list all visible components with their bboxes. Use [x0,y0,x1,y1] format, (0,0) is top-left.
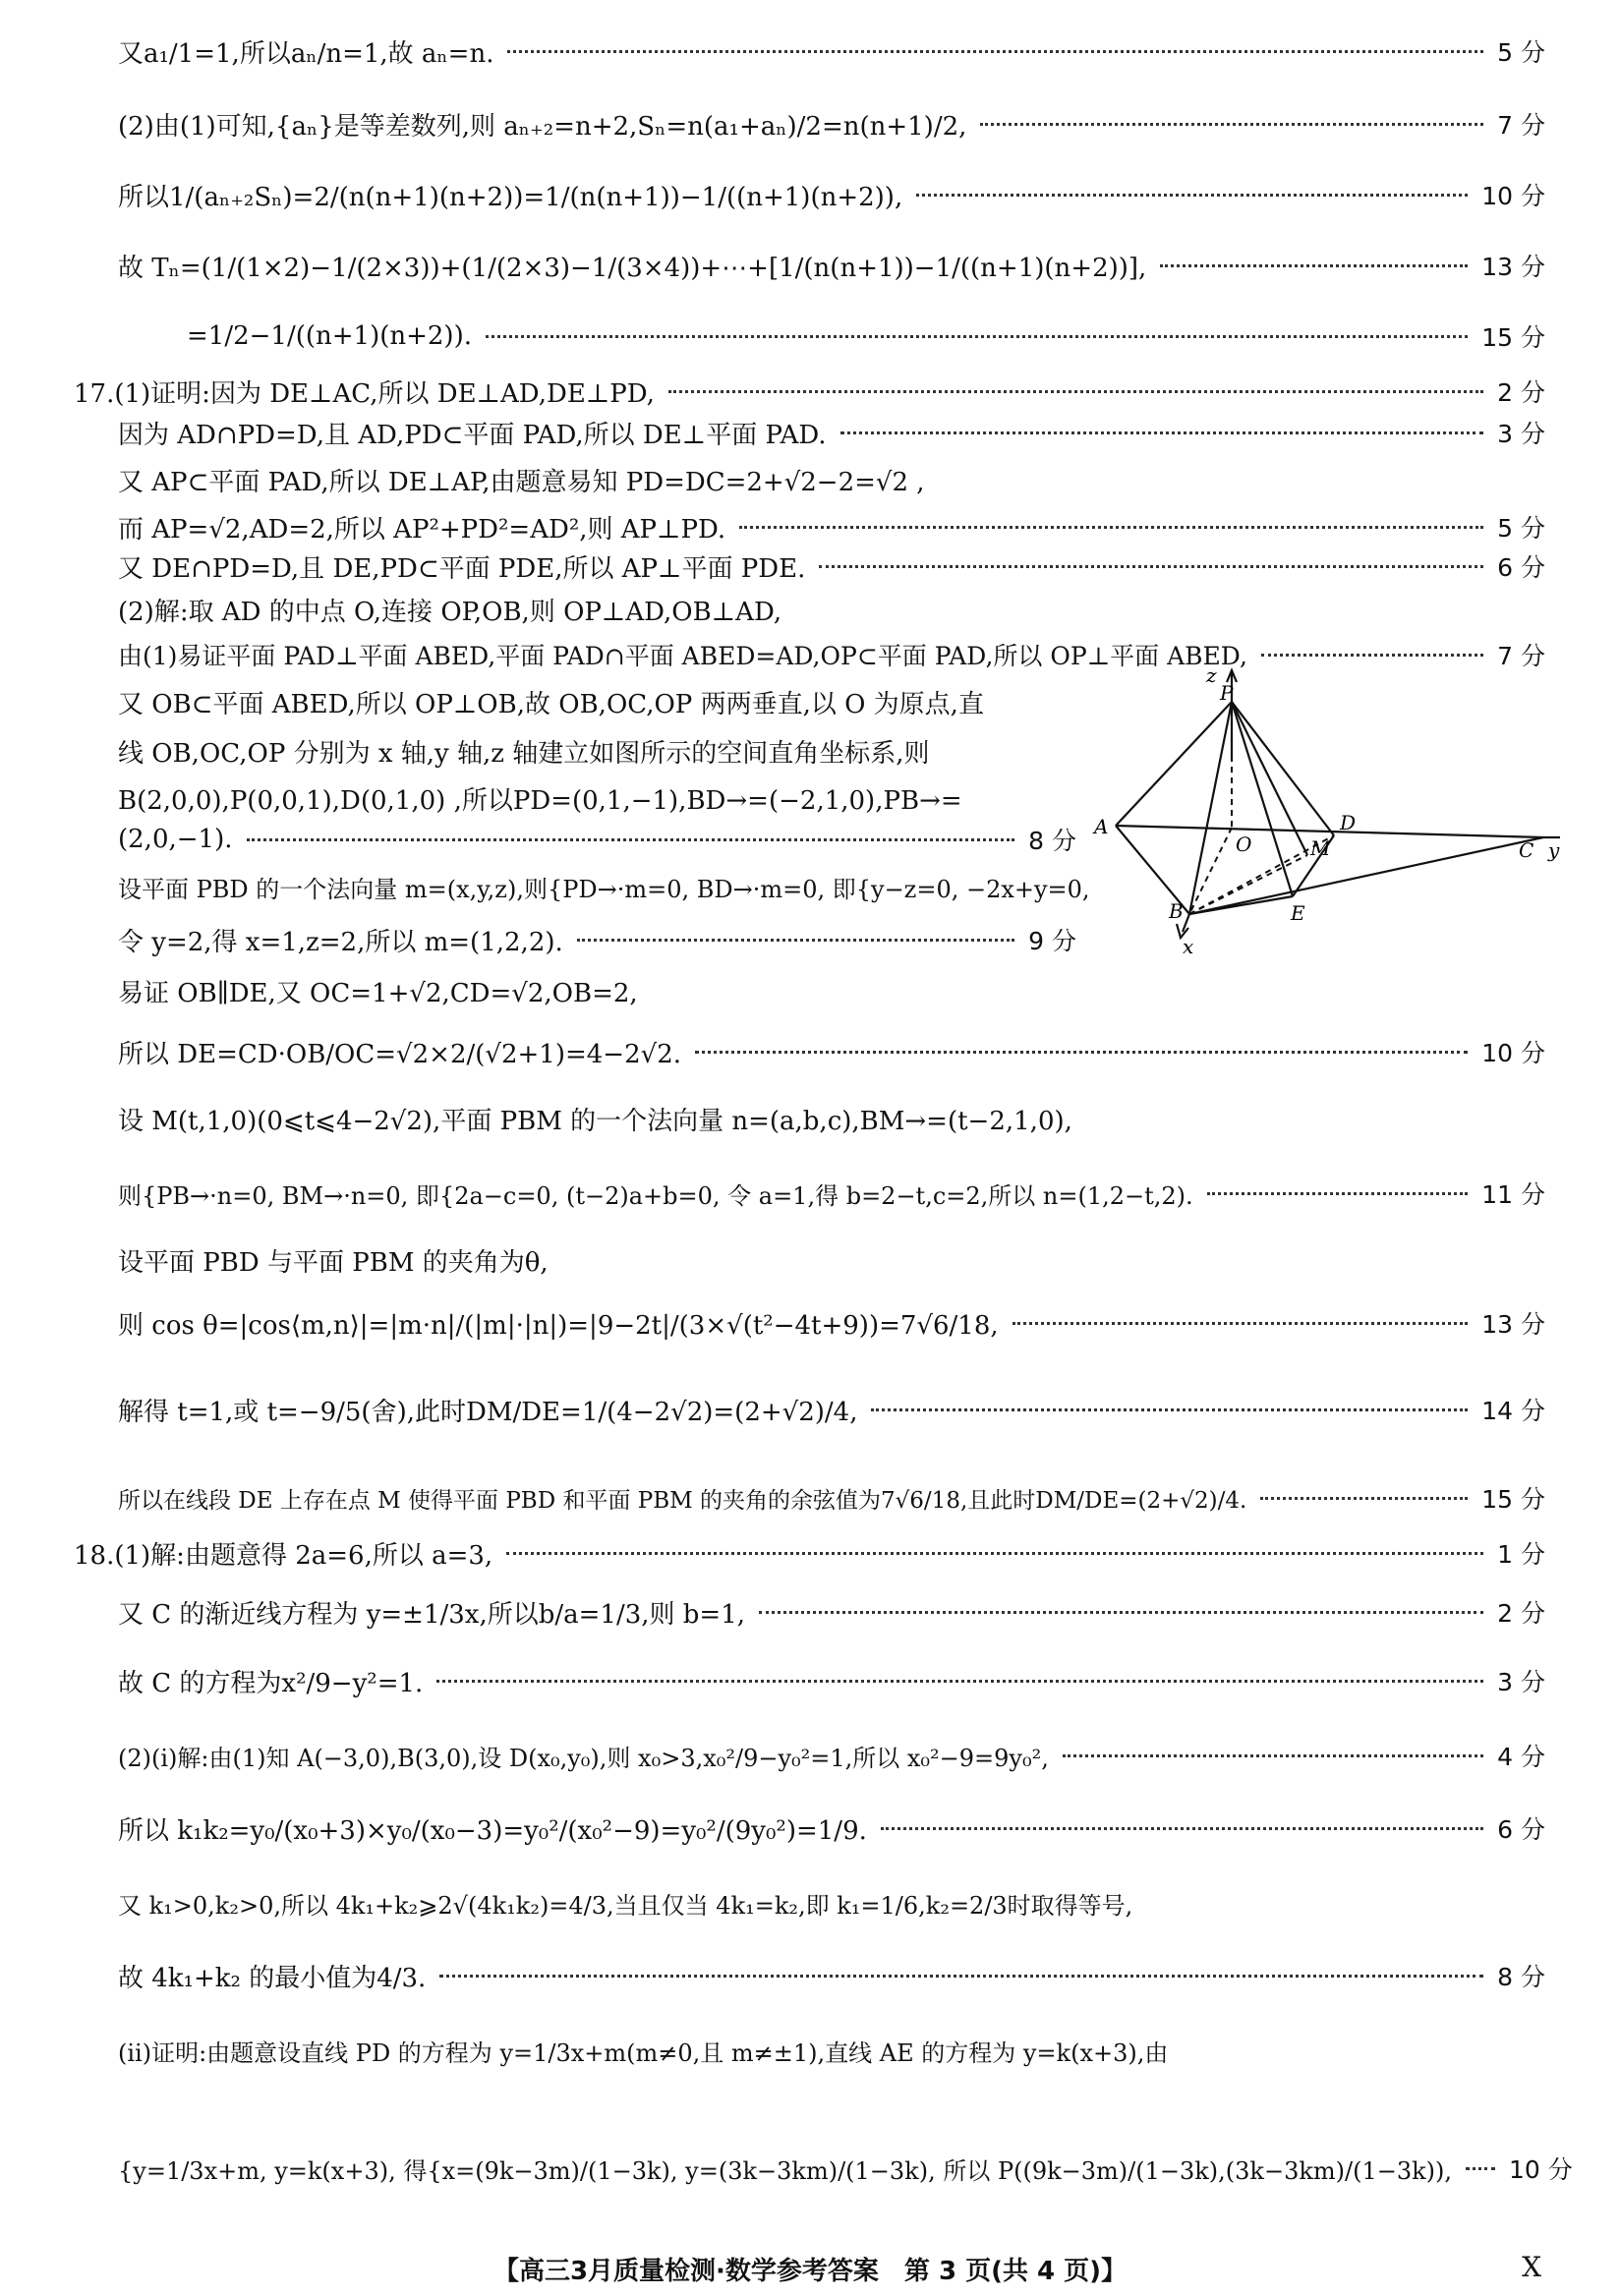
answer-line: (2)(ⅰ)解:由(1)知 A(−3,0),B(3,0),设 D(x₀,y₀),则 x₀>3,x₀²/9−y₀²=1,所以 x₀²−9=9y₀², 4 分 [118,1726,1545,1785]
score-label: 15 分 [1481,323,1545,352]
score-label: 8 分 [1028,827,1076,855]
answer-line: 又a₁/1=1,所以aₙ/n=1,故 aₙ=n. 5 分 [118,22,1545,81]
answer-line: 而 AP=√2,AD=2,所以 AP²+PD²=AD²,则 AP⊥PD. 5 分 [118,497,1545,556]
edge-PD [1232,702,1334,835]
answer-line: 由(1)易证平面 PAD⊥平面 ABED,平面 PAD∩平面 ABED=AD,OP⊂平面 PAD,所以 OP⊥平面 ABED, 7 分 [118,625,1545,684]
answer-line: 18.(1)解:由题意得 2a=6,所以 a=3, 1 分 [74,1523,1545,1582]
leader-dots [840,431,1484,434]
score-label: 13 分 [1481,253,1545,281]
leader-dots [439,1975,1483,1978]
leader-dots [739,526,1483,529]
answer-line: 则 cos θ=|cos⟨m,n⟩|=|m·n|/(|m|·|n|)=|9−2t|/(3×√(t²−4t+9))=7√6/18, 13 分 [118,1293,1545,1352]
answer-line: 所以 DE=CD·OB/OC=√2×2/(√2+1)=4−2√2. 10 分 [118,1022,1545,1081]
leader-dots [1012,1322,1469,1325]
score-label: 11 分 [1481,1180,1545,1209]
answer-line: 又 DE∩PD=D,且 DE,PD⊂平面 PDE,所以 AP⊥平面 PDE. 6 分 [118,537,1545,596]
answer-line: 所以 k₁k₂=y₀/(x₀+3)×y₀/(x₀−3)=y₀²/(x₀²−9)=y₀²/(9y₀²)=1/9. 6 分 [118,1799,1545,1858]
leader-dots [577,939,1014,942]
score-label: 6 分 [1497,553,1545,582]
label-D: D [1340,811,1357,834]
leader-dots [695,1051,1468,1054]
label-B: B [1169,899,1184,923]
answer-line: (2,0,−1). 8 分 [118,810,1076,869]
pyramid-figure [1086,660,1568,955]
score-label: 10 分 [1481,182,1545,210]
answer-line: (ⅱ)证明:由题意设直线 PD 的方程为 y=1/3x+m(m≠0,且 m≠±1),直线 AE 的方程为 y=k(x+3),由 [118,2038,1169,2067]
score-label: 5 分 [1497,514,1545,543]
label-A: A [1094,815,1109,838]
leader-dots [486,335,1468,338]
segment-OB [1189,828,1232,914]
leader-dots [1207,1192,1469,1195]
leader-dots [980,123,1483,126]
leader-dots [1160,264,1468,267]
answer-line: 17.(1)证明:因为 DE⊥AC,所以 DE⊥AD,DE⊥PD, 2 分 [74,362,1545,421]
score-label: 14 分 [1481,1397,1545,1425]
score-label: 4 分 [1497,1743,1545,1771]
answer-line: 设平面 PBD 的一个法向量 m=(x,y,z),则{PD→·m=0, BD→·m=0, 即{y−z=0, −2x+y=0, [118,875,1090,903]
answer-line: 又 k₁>0,k₂>0,所以 4k₁+k₂⩾2√(4k₁k₂)=4/3,当且仅当 4k₁=k₂,即 k₁=1/6,k₂=2/3时取得等号, [118,1891,1133,1920]
score-label: 13 分 [1481,1310,1545,1339]
answer-line: 令 y=2,得 x=1,z=2,所以 m=(1,2,2). 9 分 [118,910,1076,969]
score-label: 15 分 [1481,1485,1545,1514]
answer-line: 又 AP⊂平面 PAD,所以 DE⊥AP,由题意易知 PD=DC=2+√2−2=√2 , [118,467,925,497]
score-label: 10 分 [1509,2155,1573,2184]
edge-PE [1232,702,1293,896]
leader-dots [819,565,1483,568]
label-x: x [1183,935,1194,955]
answer-line: =1/2−1/((n+1)(n+2)). 15 分 [187,307,1545,366]
leader-dots [759,1611,1483,1614]
answer-line: 故 4k₁+k₂ 的最小值为4/3. 8 分 [118,1946,1545,2005]
leader-dots [881,1827,1483,1830]
leader-dots [871,1408,1468,1411]
leader-dots [1261,654,1483,657]
score-label: 6 分 [1497,1815,1545,1844]
score-label: 3 分 [1497,420,1545,448]
answer-line: 因为 AD∩PD=D,且 AD,PD⊂平面 PAD,所以 DE⊥平面 PAD. 3 分 [118,403,1545,462]
answer-line: 易证 OB∥DE,又 OC=1+√2,CD=√2,OB=2, [118,978,638,1008]
answer-line: 线 OB,OC,OP 分别为 x 轴,y 轴,z 轴建立如图所示的空间直角坐标系,则 [118,738,930,769]
leader-dots [1466,2167,1495,2170]
score-label: 7 分 [1497,111,1545,140]
label-z: z [1206,663,1217,687]
answer-line: 解得 t=1,或 t=−9/5(舍),此时DM/DE=1/(4−2√2)=(2+√2)/4, 14 分 [118,1380,1545,1439]
answer-line: 设 M(t,1,0)(0⩽t⩽4−2√2),平面 PBM 的一个法向量 n=(a,b,c),BM→=(t−2,1,0), [118,1106,1072,1136]
answer-line: 故 C 的方程为x²/9−y²=1. 3 分 [118,1651,1545,1710]
page-footer: 【高三3月质量检测·数学参考答案 第 3 页(共 4 页)】 [492,2257,1128,2286]
score-label: 8 分 [1497,1963,1545,1991]
score-label: 10 分 [1481,1039,1545,1067]
leader-dots [247,838,1015,841]
answer-line: B(2,0,0),P(0,0,1),D(0,1,0) ,所以PD=(0,1,−1),BD→=(−2,1,0),PB→= [118,785,962,816]
answer-line: 又 C 的渐近线方程为 y=±1/3x,所以b/a=1/3,则 b=1, 2 分 [118,1582,1545,1641]
label-M: M [1310,836,1331,860]
leader-dots [436,1680,1483,1683]
score-label: 9 分 [1028,927,1076,955]
score-label: 7 分 [1497,642,1545,670]
label-O: O [1236,832,1252,856]
leader-dots [668,390,1483,393]
leader-dots [1260,1497,1468,1500]
answer-line: 故 Tₙ=(1/(1×2)−1/(2×3))+(1/(2×3)−1/(3×4))+⋯+[1/(n(n+1))−1/((n+1)(n+2))], 13 分 [118,236,1545,295]
answer-line: 所以1/(aₙ₊₂Sₙ)=2/(n(n+1)(n+2))=1/(n(n+1))−1/((n+1)(n+2)), 10 分 [118,165,1545,224]
footer-mark: X [1522,2251,1541,2283]
answer-line: 则{PB→·n=0, BM→·n=0, 即{2a−c=0, (t−2)a+b=0, 令 a=1,得 b=2−t,c=2,所以 n=(1,2−t,2). 11 分 [118,1164,1545,1223]
score-label: 2 分 [1497,378,1545,407]
label-E: E [1291,901,1305,925]
answer-line: 所以在线段 DE 上存在点 M 使得平面 PBD 和平面 PBM 的夹角的余弦值为7√6/18,且此时DM/DE=(2+√2)/4. 15 分 [118,1468,1545,1527]
leader-dots [916,194,1468,197]
answer-line: {y=1/3x+m, y=k(x+3), 得{x=(9k−3m)/(1−3k), y=(3k−3km)/(1−3k), 所以 P((9k−3m)/(1−3k),(3k−3km)/(1−3k)), 10 分 [118,2139,1545,2198]
answer-line: (2)由(1)可知,{aₙ}是等差数列,则 aₙ₊₂=n+2,Sₙ=n(a₁+aₙ)/2=n(n+1)/2, 7 分 [118,94,1545,153]
label-C: C [1519,838,1534,862]
score-label: 1 分 [1497,1540,1545,1569]
edge-PA [1116,702,1232,826]
label-y: y [1548,838,1560,862]
leader-dots [507,50,1483,53]
score-label: 3 分 [1497,1668,1545,1696]
answer-line: (2)解:取 AD 的中点 O,连接 OP,OB,则 OP⊥AD,OB⊥AD, [118,597,782,627]
answer-line: 又 OB⊂平面 ABED,所以 OP⊥OB,故 OB,OC,OP 两两垂直,以 O 为原点,直 [118,689,984,719]
score-label: 5 分 [1497,38,1545,67]
leader-dots [1063,1754,1483,1757]
answer-line: 设平面 PBD 与平面 PBM 的夹角为θ, [118,1247,549,1278]
score-label: 2 分 [1497,1599,1545,1628]
edge-PB [1189,702,1232,914]
label-P: P [1220,681,1234,705]
pyramid-diagram [1086,660,1568,955]
leader-dots [506,1552,1483,1555]
